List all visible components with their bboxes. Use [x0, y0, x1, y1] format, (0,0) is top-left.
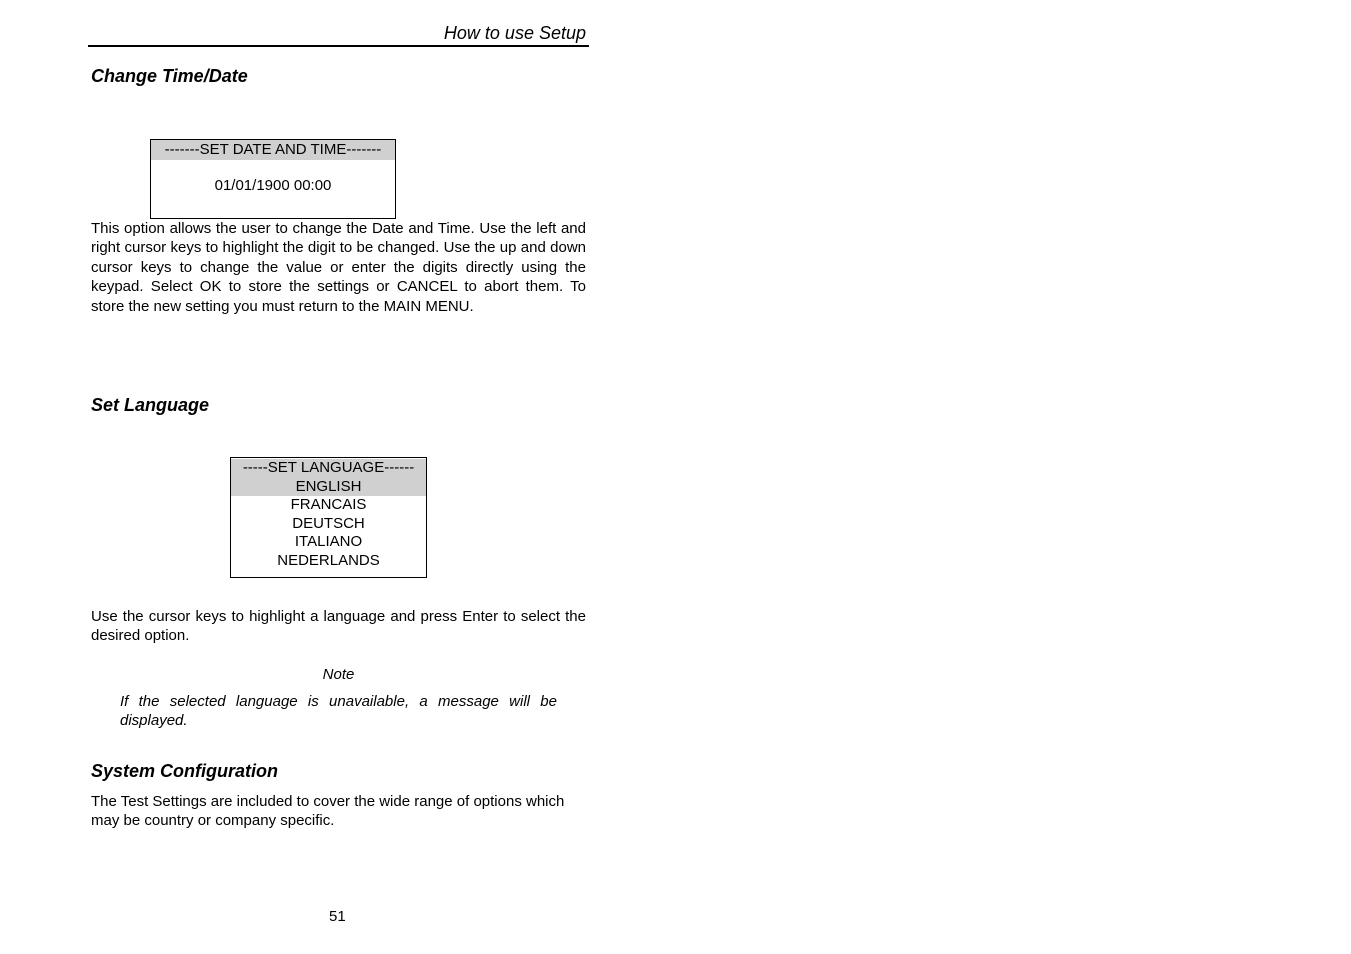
language-option-italiano[interactable]: ITALIANO [294, 533, 363, 551]
language-screen-highlight [231, 459, 426, 496]
language-option-nederlands[interactable]: NEDERLANDS [277, 551, 380, 569]
heading-set-language: Set Language [91, 395, 210, 415]
note-text: If the selected language is unavailable, a message will be displayed. [120, 693, 557, 730]
system-configuration-description: The Test Settings are included to cover the wide range of options which may be country or company specific. [91, 793, 565, 830]
heading-system-configuration: System Configuration [91, 761, 279, 781]
language-option-francais[interactable]: FRANCAIS [290, 496, 367, 514]
language-option-deutsch[interactable]: DEUTSCH [292, 514, 365, 532]
header-rule [88, 45, 589, 47]
language-description: Use the cursor keys to highlight a language and press Enter to select the desired option. [91, 608, 586, 645]
time-date-description: This option allows the user to change the Date and Time. Use the left and right cursor keys to highlight the digit to be changed. Use the up and down cursor keys to change the value or enter the digits directly using the keypad. Select OK to store the settings or CANCEL to abort them. To store the new setting you must return to the MAIN MENU. [91, 220, 586, 315]
language-option-english[interactable]: ENGLISH [295, 477, 362, 495]
heading-change-time-date: Change Time/Date [91, 66, 248, 86]
language-screen [230, 457, 427, 578]
date-time-value: 01/01/1900 00:00 [214, 176, 332, 194]
note-label: Note [322, 666, 355, 683]
language-screen-title: -----SET LANGUAGE------ [242, 459, 415, 476]
running-header-title: How to use Setup [443, 23, 586, 43]
date-time-screen-title: -------SET DATE AND TIME------- [151, 140, 395, 160]
date-time-screen [150, 139, 396, 219]
page-number: 51 [329, 908, 346, 925]
